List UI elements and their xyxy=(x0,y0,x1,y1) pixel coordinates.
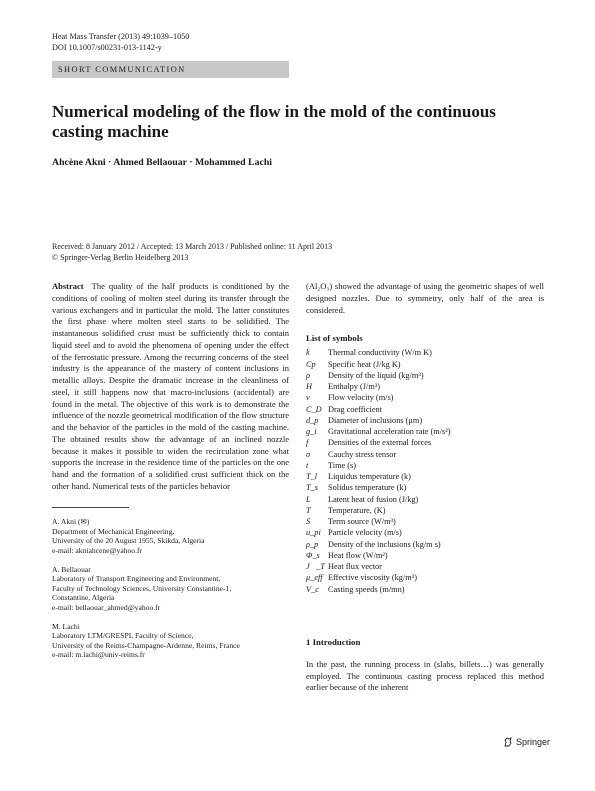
symbol: Φ_s xyxy=(306,550,320,560)
symbol-description: Density of the liquid (kg/m³) xyxy=(328,370,424,380)
affiliation-line: University of the 20 August 1955, Skikda, Algeria xyxy=(52,536,205,546)
symbols-list xyxy=(306,347,544,595)
symbol: g_i xyxy=(306,427,317,436)
symbol-row xyxy=(306,404,544,415)
affiliation-line: Faculty of Technology Sciences, University Constantine-1, xyxy=(52,583,232,593)
symbol-description: Heat flux vector xyxy=(328,562,382,571)
right-column xyxy=(306,281,544,694)
symbol-row xyxy=(306,482,544,493)
symbol-description: Particle velocity (m/s) xyxy=(328,528,402,538)
symbol-description: Temperature, (K) xyxy=(328,505,386,515)
symbol-row xyxy=(306,437,544,448)
affiliation-line: Laboratory of Transport Engineering and Environment, xyxy=(52,574,221,584)
symbol-row xyxy=(306,471,544,482)
symbols-heading: List of symbols xyxy=(306,333,363,344)
symbol: t xyxy=(306,460,309,470)
affiliations xyxy=(52,517,289,660)
symbol: d_p xyxy=(306,415,319,425)
symbol-description: Time (s) xyxy=(328,460,357,470)
symbol-row xyxy=(306,359,544,370)
symbol: f⃗ xyxy=(306,438,315,448)
symbol-row xyxy=(306,505,544,516)
symbol: T_l xyxy=(306,472,318,481)
affiliation-block xyxy=(52,517,289,555)
affiliation-line: Laboratory LTM/GRESPI, Faculty of Science, xyxy=(52,631,194,641)
symbol: ρ xyxy=(306,370,310,380)
abstract-text: The quality of the half products is conditioned by the conditions of cooling of molten steel during its transfer through the various exchangers and in particular the mold. The latter constitutes the first phase where molten steel starts to be solidified. The instantaneous solidified crust must be sufficiently thick to contain liquid steel and to avoid the phenomena of opening under the effect of the ferrostatic pressure. Among the recurring concerns of the steel industry is the appearance of the mastery of content inclusions in metallic alloys. Despite the dramatic increase in the cleanliness of steel, it still happens now that macro-inclusions (accidental) are found in the metal. The objective of this work is to demonstrate the influence of the nozzle geometrical modification of the flow structure and the behavior of the particles in the mold of the casting machine. The obtained results show the advantage of an inclined nozzle because it makes it possible to widen the recirculation zone what supports the increase in the residence time of the particles on the one hand and the formation of a solidified crust sufficient thick on the other hand. Numerical tests of the particles behavior xyxy=(52,281,289,491)
symbol-description: Liquidus temperature (k) xyxy=(328,472,411,481)
abstract-continuation: (Al₂O₃) showed the advantage of using the geometric shapes of well designed nozzles. Due to symmetry, only half of the area is considered. xyxy=(306,281,544,315)
abstract-label: Abstract xyxy=(52,281,84,291)
symbol: L xyxy=(306,494,311,504)
symbol-row xyxy=(306,539,544,550)
journal-header xyxy=(52,31,189,53)
paper-title: Numerical modeling of the flow in the mold of the continuous casting machine xyxy=(52,102,496,141)
abstract xyxy=(52,281,289,493)
symbol: μ_eff xyxy=(306,573,323,583)
symbol: S xyxy=(306,517,311,526)
symbol-row xyxy=(306,381,544,392)
symbol-description: Solidus temperature (k) xyxy=(328,483,407,493)
affiliation-block xyxy=(52,565,289,613)
affiliation-author: A. Bellaouar xyxy=(52,564,91,574)
symbol-row xyxy=(306,460,544,471)
symbol-description: Gravitational acceleration rate (m/s²) xyxy=(328,427,451,436)
introduction-heading: 1 Introduction xyxy=(306,636,361,647)
symbol: C_D xyxy=(306,404,322,414)
symbol: v⃗ xyxy=(306,393,317,403)
affiliation-line: Constantine, Algeria xyxy=(52,593,115,603)
affiliation-line: e-mail: akniahcene@yahoo.fr xyxy=(52,545,143,555)
symbol: T xyxy=(306,505,311,515)
symbol: T_s xyxy=(306,483,318,493)
symbol-description: Flow velocity (m/s) xyxy=(328,393,394,403)
symbol-description: Diameter of inclusions (μm) xyxy=(328,415,423,425)
author-list: Ahcène Akni · Ahmed Bellaouar · Mohammed Lachi xyxy=(52,157,272,168)
affiliation-line: Department of Mechanical Engineering, xyxy=(52,526,175,536)
footnote-rule xyxy=(52,507,129,508)
symbol-description: Drag coefficient xyxy=(328,404,382,414)
symbol-row xyxy=(306,415,544,426)
symbol-row xyxy=(306,584,544,595)
affiliation-author: M. Lachi xyxy=(52,621,80,631)
symbol: Cp xyxy=(306,359,316,369)
section-label: SHORT COMMUNICATION xyxy=(52,61,289,78)
doi: DOI 10.1007/s00231-013-1142-y xyxy=(52,43,162,52)
symbol: k xyxy=(306,348,310,358)
journal-citation: Heat Mass Transfer (2013) 49:1039–1050 xyxy=(52,32,190,41)
symbol-row xyxy=(306,527,544,538)
publication-dates xyxy=(52,241,332,263)
introduction-text: In the past, the running process in (slabs, billets…) was generally employed. The continuous casting process replaced this method earlier because of the inherent xyxy=(306,658,544,693)
symbol-row xyxy=(306,561,544,572)
symbol-description: Term source (W/m³) xyxy=(328,517,396,526)
symbol-row xyxy=(306,449,544,460)
symbol-description: Cauchy stress tensor xyxy=(328,449,397,459)
symbol-description: Density of the inclusions (kg/m s) xyxy=(328,539,441,549)
springer-horse-icon xyxy=(503,737,513,747)
symbol-row xyxy=(306,494,544,505)
affiliation-block xyxy=(52,622,289,660)
symbol-row xyxy=(306,370,544,381)
copyright-line: © Springer-Verlag Berlin Heidelberg 2013 xyxy=(52,253,189,262)
publisher-name: Springer xyxy=(516,737,551,747)
symbol-description: Casting speeds (m/mn) xyxy=(328,584,405,594)
left-column xyxy=(52,281,289,669)
affiliation-line: University of the Reims-Champagne-Ardenne, Reims, France xyxy=(52,640,240,650)
symbol-row xyxy=(306,572,544,583)
symbol: H xyxy=(306,382,312,391)
symbol-description: Heat flow (W/m²) xyxy=(328,550,388,560)
symbol: ρ_p xyxy=(306,539,319,549)
symbol-description: Densities of the external forces xyxy=(328,438,432,448)
symbol: σ xyxy=(306,449,311,459)
symbol: J⃗_T xyxy=(306,562,325,571)
publication-history: Received: 8 January 2012 / Accepted: 13 March 2013 / Published online: 11 April 2013 xyxy=(52,242,333,251)
symbol-description: Enthalpy (J/m³) xyxy=(328,382,381,391)
publisher-logo xyxy=(503,737,550,747)
symbol-row xyxy=(306,426,544,437)
symbol-row xyxy=(306,550,544,561)
symbol-description: Effective viscosity (kg/m³) xyxy=(328,573,417,583)
symbol-description: Thermal conductivity (W/m K) xyxy=(328,348,432,358)
symbol-row xyxy=(306,516,544,527)
symbol-description: Latent heat of fusion (J/kg) xyxy=(328,494,419,504)
symbol-row xyxy=(306,347,544,358)
affiliation-line: e-mail: m.lachi@univ-reims.fr xyxy=(52,650,145,660)
symbol: V_c xyxy=(306,584,319,594)
affiliation-author: A. Akni (✉) xyxy=(52,517,90,527)
symbol: u_pi xyxy=(306,528,321,538)
symbol-description: Specific heat (J/kg K) xyxy=(328,359,401,369)
symbol-row xyxy=(306,392,544,403)
affiliation-line: e-mail: bellaouar_ahmed@yahoo.fr xyxy=(52,602,161,612)
